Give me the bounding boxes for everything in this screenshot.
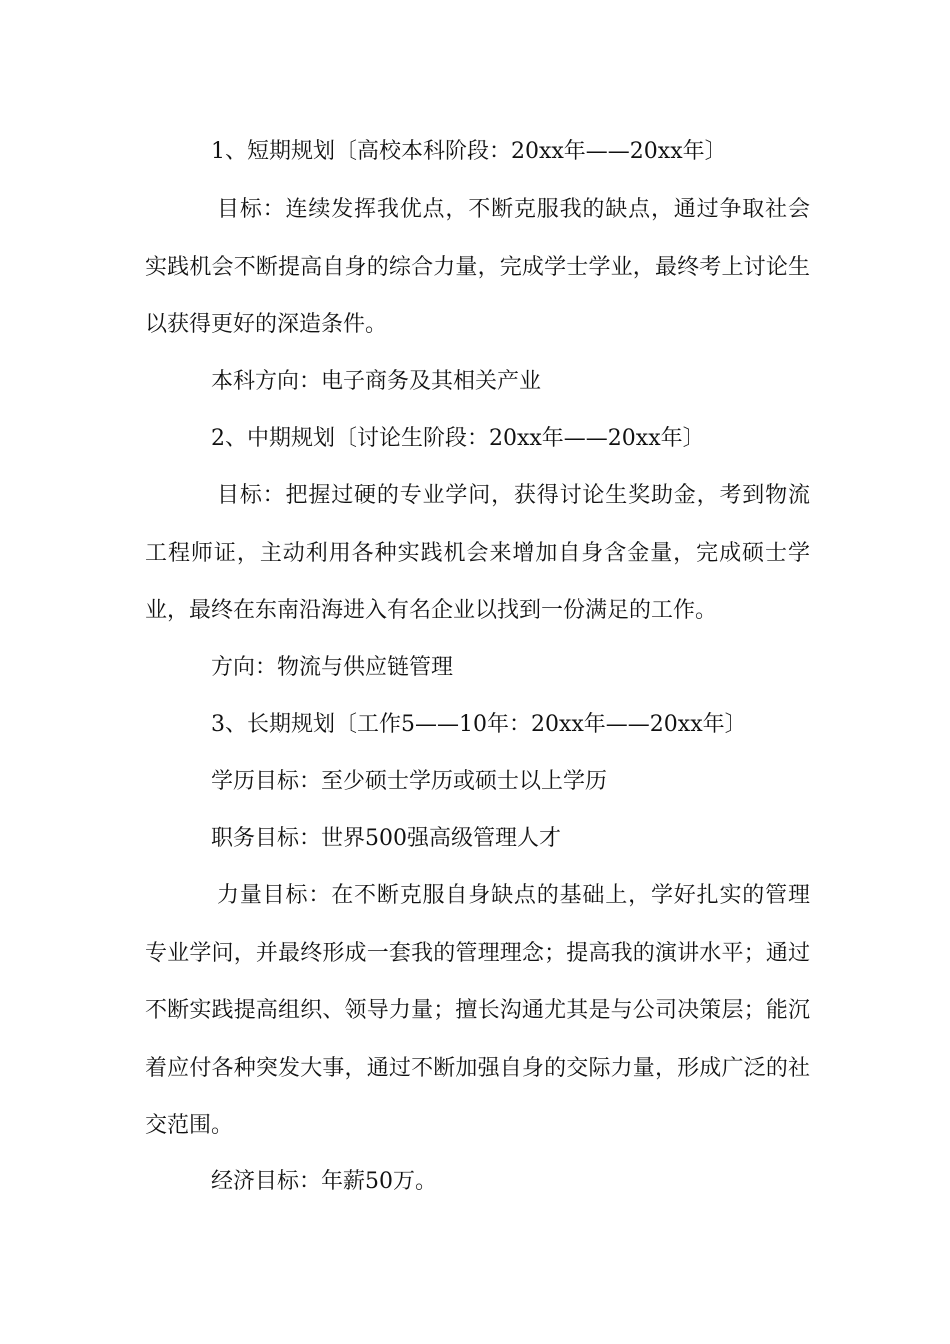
mid-term-goal-paragraph: 目标：把握过硬的专业学问，获得讨论生奖助金，考到物流工程师证，主动利用各种实践机会来增加自身含金量，完成硕士学业，最终在东南沿海进入有名企业以找到一份满足的工作。 bbox=[145, 483, 810, 623]
education-goal: 学历目标：至少硕士学历或硕士以上学历 bbox=[211, 769, 608, 794]
mid-term-plan-heading: 2、中期规划〔讨论生阶段：20xx年——20xx年〕 bbox=[211, 426, 705, 451]
undergraduate-direction: 本科方向：电子商务及其相关产业 bbox=[211, 369, 542, 394]
short-term-plan-heading: 1、短期规划〔高校本科阶段：20xx年——20xx年〕 bbox=[211, 139, 727, 164]
short-term-goal-paragraph: 目标：连续发挥我优点，不断克服我的缺点，通过争取社会实践机会不断提高自身的综合力量，完成学士学业，最终考上讨论生以获得更好的深造条件。 bbox=[145, 197, 810, 337]
mid-term-direction: 方向：物流与供应链管理 bbox=[211, 655, 454, 680]
long-term-plan-heading: 3、长期规划〔工作5——10年：20xx年——20xx年〕 bbox=[211, 712, 747, 737]
position-goal: 职务目标：世界500强高级管理人才 bbox=[211, 826, 561, 851]
economic-goal: 经济目标：年薪50万。 bbox=[211, 1169, 437, 1194]
ability-goal-paragraph: 力量目标：在不断克服自身缺点的基础上，学好扎实的管理专业学问，并最终形成一套我的管理理念；提高我的演讲水平；通过不断实践提高组织、领导力量；擅长沟通尤其是与公司决策层；能沉着应付各种突发大事，通过不断加强自身的交际力量，形成广泛的社交范围。 bbox=[145, 883, 810, 1138]
